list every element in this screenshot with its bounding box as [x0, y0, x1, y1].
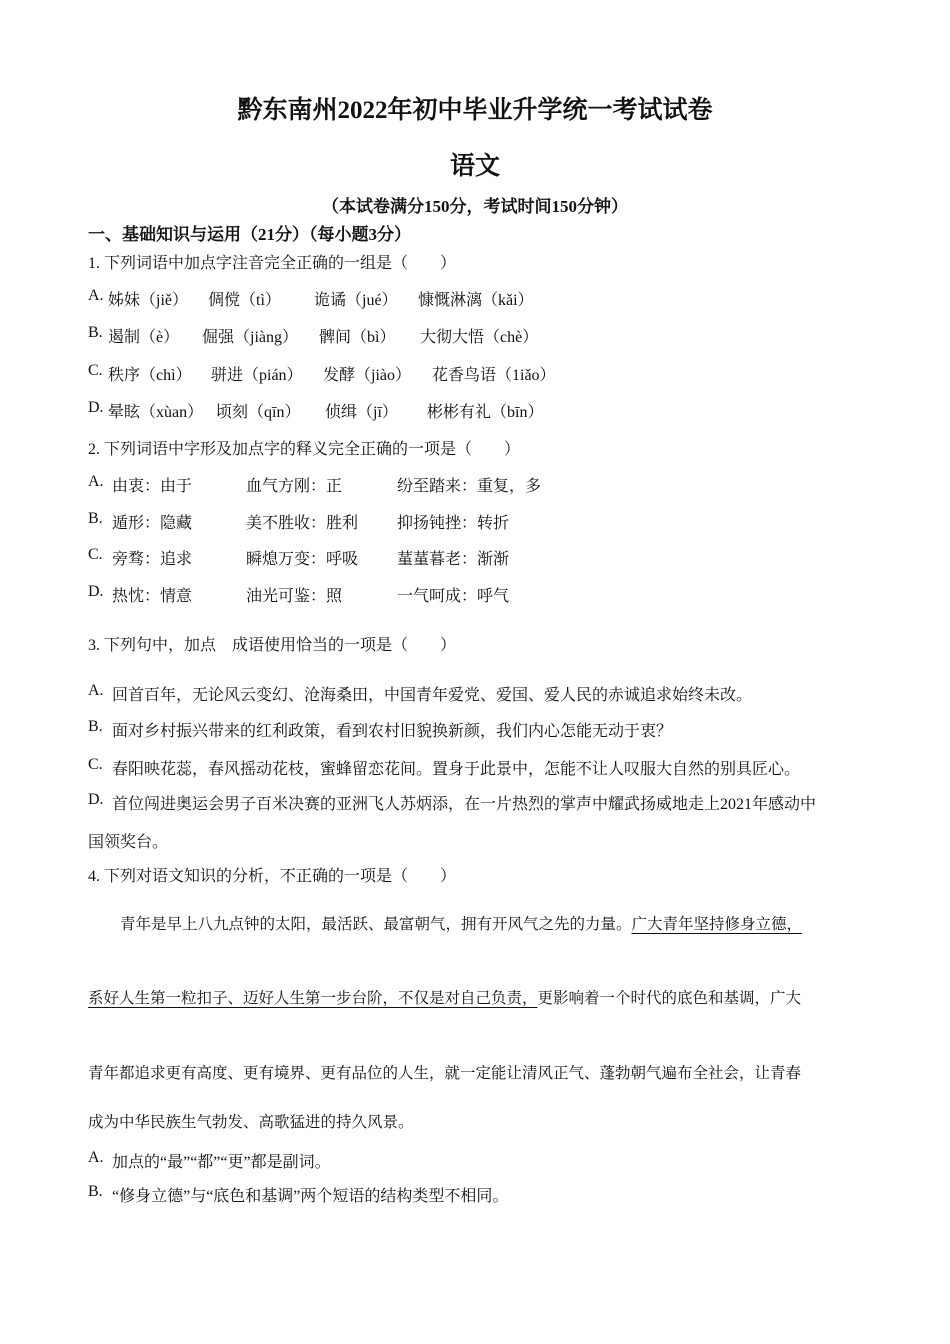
- option-item: 髀间（bì）: [319, 329, 396, 346]
- question-3-stem: 3. 下列句中，加点 成语使用恰当的一项是（ ）: [88, 637, 457, 654]
- option-text: “修身立德”与“底色和基调”两个短语的结构类型不相同。: [112, 1188, 509, 1205]
- section-heading: 一、基础知识与运用（21分）（每小题3分）: [88, 225, 411, 244]
- option-item: 抑扬钝挫：转折: [397, 515, 510, 532]
- passage-text: 更影响着一个时代的底色和基调，广大: [537, 989, 802, 1007]
- passage-underlined-text: 系好人生第一粒扣子、迈好人生第一步台阶，不仅是对自己负责，: [88, 989, 538, 1007]
- option-label: A.: [88, 682, 104, 699]
- option-item: 大彻大悟（chè）: [420, 329, 539, 346]
- option-item: 姊妹（jiě）: [108, 292, 188, 309]
- passage-line-2: [88, 986, 801, 1008]
- option-item: 血气方刚：正: [246, 478, 343, 495]
- option-item: 彬彬有礼（bīn）: [427, 404, 544, 421]
- option-item: 油光可鉴：照: [246, 588, 343, 605]
- passage-text: 青年是早上八九点钟的太阳，最活跃、最富朝气，拥有开风气之先的力量。: [120, 915, 632, 933]
- option-item: 旁骛：追求: [112, 551, 193, 568]
- option-label: D.: [88, 583, 104, 600]
- passage-line-4: 成为中华民族生气勃发、高歌猛进的持久风景。: [88, 1113, 414, 1131]
- option-label: D.: [88, 399, 104, 416]
- option-label: C.: [88, 362, 103, 379]
- option-text: 加点的“最”“都”“更”都是副词。: [112, 1154, 331, 1171]
- option-label: C.: [88, 756, 103, 773]
- passage-line-3: 青年都追求更有高度、更有境界、更有品位的人生，就一定能让清风正气、蓬勃朝气遍布全社会，让青春: [88, 1064, 802, 1082]
- option-label: B.: [88, 324, 103, 341]
- option-item: 发酵（jiào）: [323, 367, 411, 384]
- option-text-continued: 国领奖台。: [88, 834, 169, 851]
- option-label: B.: [88, 718, 103, 735]
- option-label: D.: [88, 791, 104, 808]
- option-item: 蓳蓳暮老：渐渐: [397, 551, 510, 568]
- question-4-stem: 4. 下列对语文知识的分析，不正确的一项是（ ）: [88, 868, 457, 885]
- question-2-stem: 2. 下列词语中字形及加点字的释义完全正确的一项是（ ）: [88, 441, 521, 458]
- option-item: 遁形：隐藏: [112, 515, 193, 532]
- option-item: 花香鸟语（1iǎo）: [432, 367, 556, 384]
- option-text: 首位闯进奥运会男子百米决赛的亚洲飞人苏炳添，在一片热烈的掌声中耀武扬威地走上2021年感动中: [112, 796, 817, 813]
- option-item: 侦缉（jī）: [325, 404, 398, 421]
- option-item: 倜傥（tì）: [208, 292, 281, 309]
- option-label: A.: [88, 287, 104, 304]
- option-item: 由衷：由于: [112, 478, 193, 495]
- option-item: 纷至踏来：重复，多: [397, 478, 542, 495]
- subject-title: 语文: [449, 153, 500, 180]
- option-label: A.: [88, 473, 104, 490]
- option-item: 顷刻（qīn）: [216, 404, 301, 421]
- option-text: 面对乡村振兴带来的红利政策，看到农村旧貌换新颜，我们内心怎能无动于衷？: [112, 723, 673, 740]
- option-item: 一气呵成：呼气: [397, 588, 510, 605]
- option-item: 热忱：情意: [112, 588, 193, 605]
- option-item: 秩序（chì）: [108, 367, 192, 384]
- option-item: 晕眩（xùan）: [108, 404, 204, 421]
- exam-title: 黔东南州2022年初中毕业升学统一考试试卷: [237, 97, 713, 124]
- passage-underlined-text: 广大青年坚持修身立德，: [631, 915, 803, 933]
- option-label: A.: [88, 1149, 104, 1166]
- option-label: B.: [88, 1183, 103, 1200]
- question-1-stem: 1. 下列词语中加点字注音完全正确的一组是（ ）: [88, 255, 457, 272]
- option-item: 倔强（jiàng）: [202, 329, 298, 346]
- option-text: 回首百年，无论风云变幻、沧海桑田，中国青年爱党、爱国、爱人民的赤诚追求始终未改。: [112, 687, 753, 704]
- option-item: 美不胜收：胜利: [246, 515, 359, 532]
- option-item: 瞬熄万变：呼吸: [246, 551, 359, 568]
- option-item: 骈进（pián）: [211, 367, 303, 384]
- option-item: 慷慨淋漓（kǎi）: [418, 292, 534, 309]
- option-label: B.: [88, 510, 103, 527]
- option-text: 春阳映花蕊，春风摇动花枝，蜜蜂留恋花间。置身于此景中，怎能不让人叹服大自然的别具匠心。: [112, 761, 801, 778]
- option-label: C.: [88, 546, 103, 563]
- option-item: 遏制（è）: [108, 329, 180, 346]
- option-item: 诡谲（jué）: [314, 292, 398, 309]
- exam-note: （本试卷满分150分，考试时间150分钟）: [322, 197, 628, 216]
- passage-line-1: [120, 912, 802, 934]
